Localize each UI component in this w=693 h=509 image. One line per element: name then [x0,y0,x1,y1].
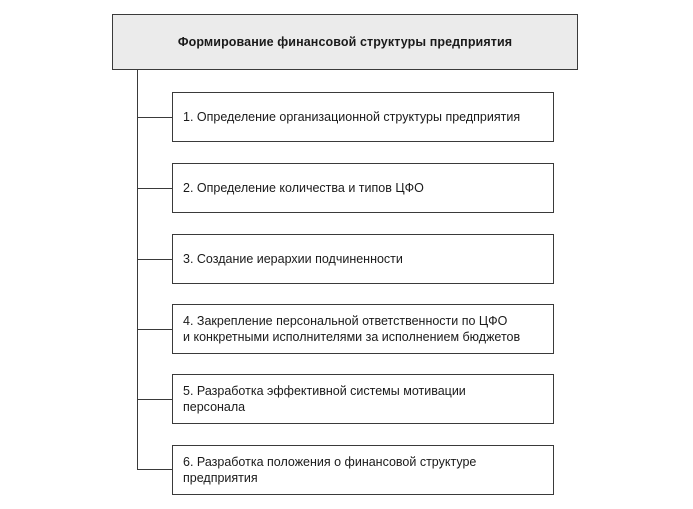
step-4-line-2: и конкретными исполнителями за исполнением бюджетов [183,330,521,344]
step-text-1 [183,109,520,125]
step-6-line-2: предприятия [183,471,258,485]
step-3-line-1: 3. Создание иерархии подчиненности [183,252,403,266]
step-box-6 [172,445,554,495]
connector-line-step-5 [137,399,172,400]
step-4-line-1: 4. Закрепление персональной ответственности по ЦФО [183,314,508,328]
step-text-4 [183,313,520,345]
connector-line-step-4 [137,329,172,330]
step-text-6 [183,454,476,486]
step-2-line-1: 2. Определение количества и типов ЦФО [183,181,424,195]
diagram-header-box [112,14,578,70]
step-5-line-2: персонала [183,400,246,414]
connector-line-step-1 [137,117,172,118]
connector-trunk-line [137,70,138,469]
step-text-2 [183,180,424,196]
connector-line-step-2 [137,188,172,189]
diagram-title: Формирование финансовой структуры предприятия [177,35,513,49]
connector-line-step-6 [137,469,172,470]
step-box-4 [172,304,554,354]
step-6-line-1: 6. Разработка положения о финансовой структуре [183,455,477,469]
step-1-line-1: 1. Определение организационной структуры предприятия [183,110,521,124]
step-box-1 [172,92,554,142]
connector-line-step-3 [137,259,172,260]
step-box-2 [172,163,554,213]
step-box-5 [172,374,554,424]
step-text-3 [183,251,403,267]
step-text-5 [183,383,466,415]
step-box-3 [172,234,554,284]
step-5-line-1: 5. Разработка эффективной системы мотивации [183,384,466,398]
